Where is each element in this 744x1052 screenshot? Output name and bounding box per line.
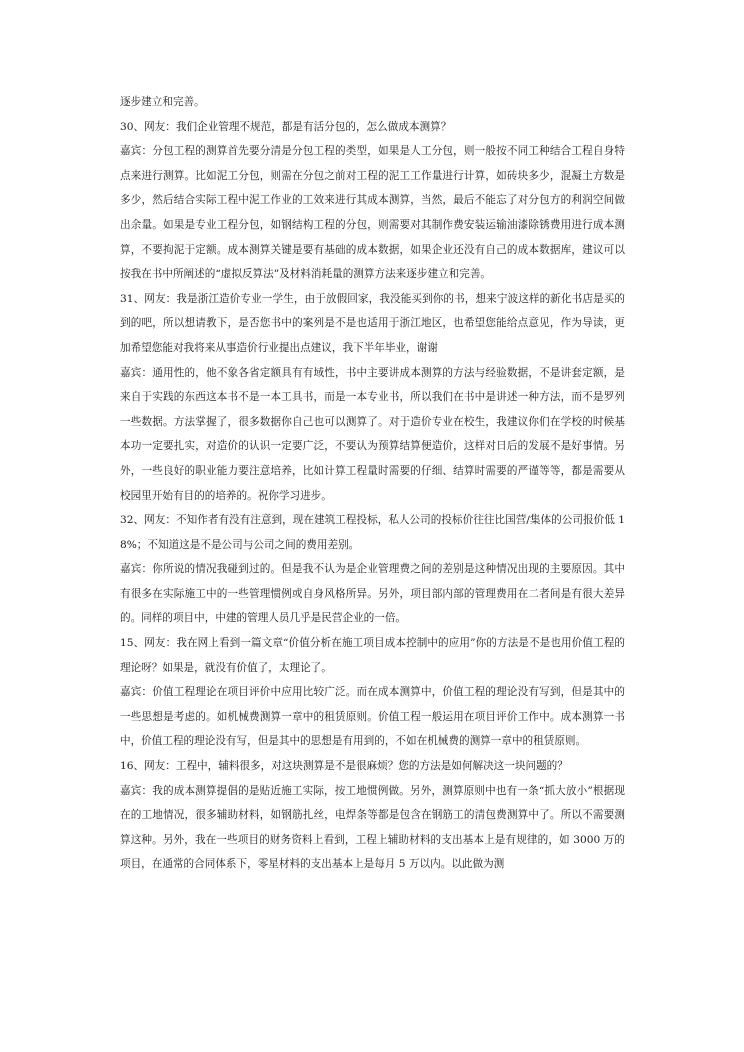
- answer-30: 嘉宾：分包工程的测算首先要分清是分包工程的类型，如果是人工分包，则一般按不同工种结合工程自身特点来进行测算。比如泥工分包，则需在分包之前对工程的泥工工作量进行计算，如砖块多少，混凝土方数是多少，然后结合实际工程中泥工作业的工效来进行其成本测算，当然，最后不能忘了对分包方的利润空间做出余量。如果是专业工程分包，如钢结构工程的分包，则需要对其制作费安装运输油漆除锈费用进行成本测算，不要拘泥于定额。成本测算关键是要有基础的成本数据，如果企业还没有自己的成本数据库，建议可以按我在书中所阐述的“虚拟反算法”及材料消耗量的测算方法来逐步建立和完善。: [120, 145, 625, 281]
- question-32: 32、网友：不知作者有没有注意到，现在建筑工程投标，私人公司的投标价往往比国营/集体的公司报价低 18%；不知道这是不是公司与公司之间的费用差别。: [120, 514, 625, 551]
- answer-15: 嘉宾：价值工程理论在项目评价中应用比较广泛。而在成本测算中，价值工程的理论没有写到，但是其中的一些思想是考虑的。如机械费测算一章中的租赁原则。价值工程一般运用在项目评价工作中。成本测算一书中，价值工程的理论没有写，但是其中的思想是有用到的，不如在机械费的测算一章中的租赁原则。: [120, 686, 625, 748]
- answer-16: 嘉宾：我的成本测算提倡的是贴近施工实际，按工地惯例做。另外，测算原则中也有一条“抓大放小”根据现在的工地情况，很多辅助材料，如钢筋扎丝，电焊条等都是包含在钢筋工的清包费测算中了。所以不需要测算这种。另外，我在一些项目的财务资料上看到，工程上辅助材料的支出基本上是有规律的，如 3000 万的项目，在通常的合同体系下，零星材料的支出基本上是每月 5 万以内。以此做为测: [120, 784, 625, 871]
- question-15: 15、网友：我在网上看到一篇文章“价值分析在施工项目成本控制中的应用”你的方法是不是也用价值工程的理论呀？如果是，就没有价值了，太理论了。: [120, 637, 625, 674]
- question-30: 30、网友：我们企业管理不规范，都是有活分包的，怎么做成本测算？: [120, 120, 452, 133]
- paragraph-continuation: 逐步建立和完善。: [120, 96, 205, 108]
- question-31: 31、网友：我是浙江造价专业一学生，由于放假回家，我没能买到你的书，想来宁波这样的新化书店是买的到的吧，所以想请教下，是否您书中的案列是不是也适用于浙江地区，也希望您能给点意见，作为导读，更加希望您能对我将来从事造价行业提出点建议，我下半年毕业，谢谢: [120, 292, 625, 354]
- answer-31: 嘉宾：通用性的，他不象各省定额具有有域性，书中主要讲成本测算的方法与经验数据，不是讲套定额，是来自于实践的东西这本书不是一本工具书，而是一本专业书，所以我们在书中是讲述一种方法，而不是罗列一些数据。方法掌握了，很多数据你自己也可以测算了。对于造价专业在校生，我建议你们在学校的时候基本功一定要扎实，对造价的认识一定要广泛，不要认为预算结算便造价，这样对日后的发展不是好事情。另外，一些良好的职业能力要注意培养，比如计算工程量时需要的仔细、结算时需要的严谨等等，都是需要从校园里开始有目的的培养的。祝你学习进步。: [120, 366, 625, 502]
- answer-32: 嘉宾：你所说的情况我碰到过的。但是我不认为是企业管理费之间的差别是这种情况出现的主要原因。其中有很多在实际施工中的一些管理惯例或自身风格所异。另外，项目部内部的管理费用在二者间是有很大差异的。同样的项目中，中建的管理人员几乎是民营企业的一倍。: [120, 563, 625, 625]
- document-page: [120, 90, 625, 877]
- question-16: 16、网友：工程中，辅料很多，对这块测算是不是很麻烦？您的方法是如何解决这一块问题的？: [120, 760, 568, 773]
